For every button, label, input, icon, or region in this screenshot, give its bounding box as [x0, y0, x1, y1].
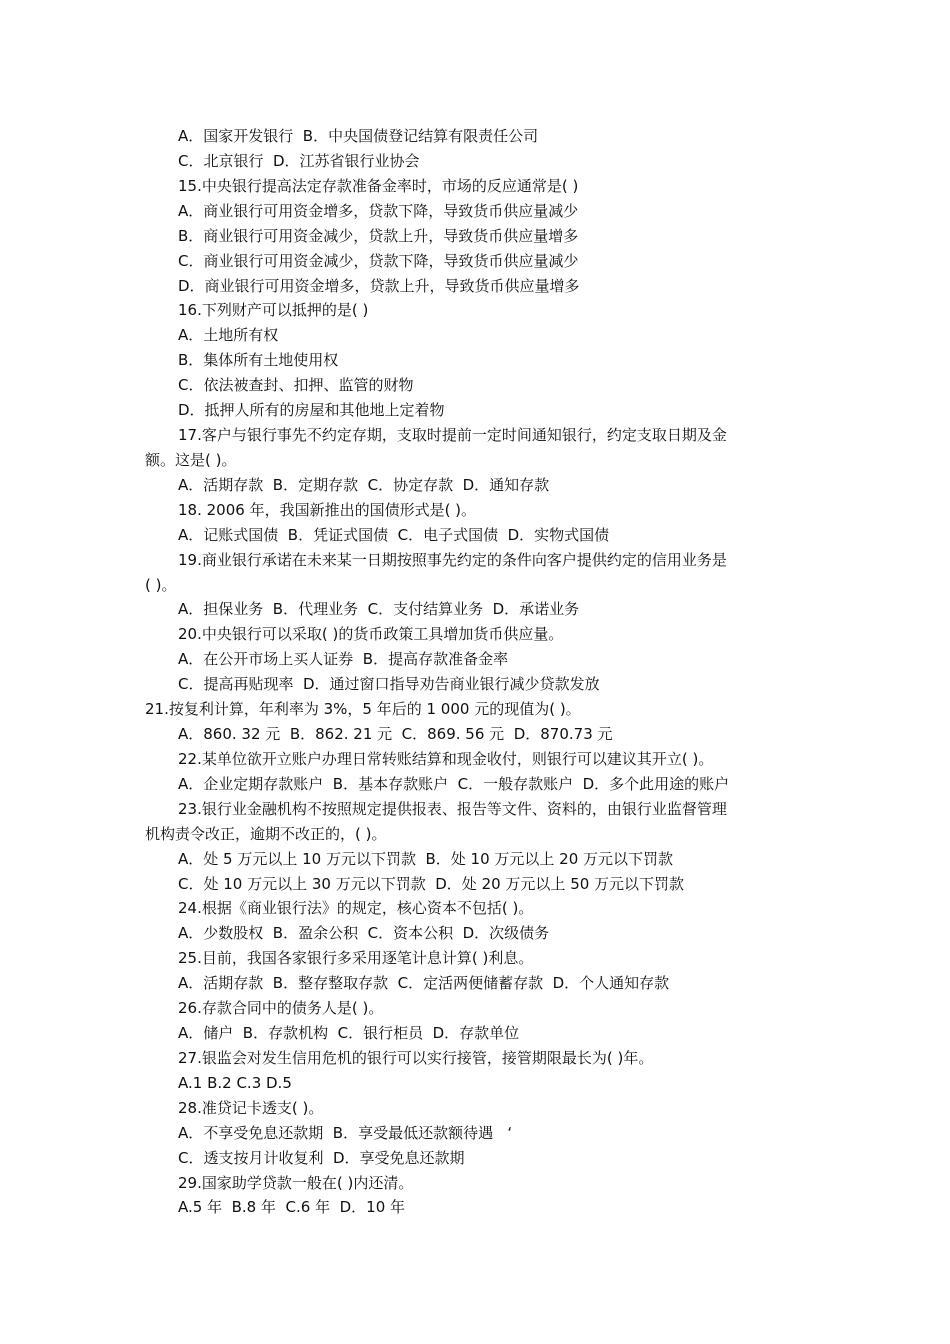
- text-line: C．处 10 万元以上 30 万元以下罚款 D．处 20 万元以上 50 万元以下罚款: [178, 875, 685, 893]
- text-line: A．国家开发银行 B．中央国债登记结算有限责任公司: [178, 127, 539, 145]
- text-line: A．860. 32 元 B．862. 21 元 C．869. 56 元 D．870.73 元: [178, 725, 613, 743]
- question-25: 25.目前，我国各家银行多采用逐笔计息计算( )利息。: [178, 949, 534, 967]
- question-27: 27.银监会对发生信用危机的银行可以实行接管，接管期限最长为( )年。: [178, 1049, 654, 1067]
- text-line: A．活期存款 B．整存整取存款 C．定活两便储蓄存款 D．个人通知存款: [178, 974, 670, 992]
- question-29: 29.国家助学贷款一般在( )内还清。: [178, 1174, 414, 1192]
- text-line: C．商业银行可用资金减少，贷款下降，导致货币供应量减少: [178, 252, 579, 270]
- question-24: 24.根据《商业银行法》的规定，核心资本不包括( )。: [178, 899, 534, 917]
- text-line: C．依法被查封、扣押、监管的财物: [178, 376, 414, 394]
- question-20: 20.中央银行可以采取( )的货币政策工具增加货币供应量。: [178, 625, 564, 643]
- text-line: A．商业银行可用资金增多，贷款下降，导致货币供应量减少: [178, 202, 579, 220]
- text-line: A．在公开市场上买人证券 B．提高存款准备金率: [178, 650, 509, 668]
- text-line: A．企业定期存款账户 B．基本存款账户 C．一般存款账户 D．多个此用途的账户: [178, 775, 730, 793]
- text-line: A．储户 B．存款机构 C．银行柜员 D．存款单位: [178, 1024, 520, 1042]
- question-26: 26.存款合同中的债务人是( )。: [178, 999, 384, 1017]
- text-line: ( )。: [145, 576, 177, 594]
- question-15: 15.中央银行提高法定存款准备金率时，市场的反应通常是( ): [178, 177, 579, 195]
- text-line: B．集体所有土地使用权: [178, 351, 339, 369]
- text-line: 额。这是( )。: [145, 451, 237, 469]
- question-17: 17.客户与银行事先不约定存期，支取时提前一定时间通知银行，约定支取日期及金: [178, 426, 727, 444]
- text-line: 机构责令改正，逾期不改正的，( )。: [145, 825, 387, 843]
- text-line: A．活期存款 B．定期存款 C．协定存款 D．通知存款: [178, 476, 550, 494]
- question-16: 16.下列财产可以抵押的是( ): [178, 301, 369, 319]
- question-18: 18. 2006 年，我国新推出的国债形式是( )。: [178, 501, 477, 519]
- text-line: A．土地所有权: [178, 326, 279, 344]
- text-line: C．透支按月计收复利 D．享受免息还款期: [178, 1149, 465, 1167]
- text-line: A．少数股权 B．盈余公积 C．资本公积 D．次级债务: [178, 924, 550, 942]
- question-21: 21.按复利计算，年利率为 3%，5 年后的 1 000 元的现值为( )。: [145, 700, 581, 718]
- text-line: A.1 B.2 C.3 D.5: [178, 1074, 292, 1092]
- text-line: D．抵押人所有的房屋和其他地上定着物: [178, 401, 445, 419]
- text-line: A.5 年 B.8 年 C.6 年 D．10 年: [178, 1198, 406, 1216]
- question-23: 23.银行业金融机构不按照规定提供报表、报告等文件、资料的，由银行业监督管理: [178, 800, 727, 818]
- text-line: C．北京银行 D．江苏省银行业协会: [178, 152, 420, 170]
- text-line: D．商业银行可用资金增多，贷款上升，导致货币供应量增多: [178, 277, 580, 295]
- text-line: B．商业银行可用资金减少，贷款上升，导致货币供应量增多: [178, 227, 579, 245]
- text-line: A．处 5 万元以上 10 万元以下罚款 B．处 10 万元以上 20 万元以下罚款: [178, 850, 674, 868]
- text-line: A．不享受免息还款期 B．享受最低还款额待遇 ‘: [178, 1124, 513, 1142]
- text-line: C．提高再贴现率 D．通过窗口指导劝告商业银行减少贷款发放: [178, 675, 600, 693]
- text-line: A．担保业务 B．代理业务 C．支付结算业务 D．承诺业务: [178, 600, 580, 618]
- question-19: 19.商业银行承诺在未来某一日期按照事先约定的条件向客户提供约定的信用业务是: [178, 551, 727, 569]
- question-22: 22.某单位欲开立账户办理日常转账结算和现金收付，则银行可以建议其开立( )。: [178, 750, 714, 768]
- text-line: A．记账式国债 B．凭证式国债 C．电子式国债 D．实物式国债: [178, 526, 610, 544]
- question-28: 28.准贷记卡透支( )。: [178, 1099, 324, 1117]
